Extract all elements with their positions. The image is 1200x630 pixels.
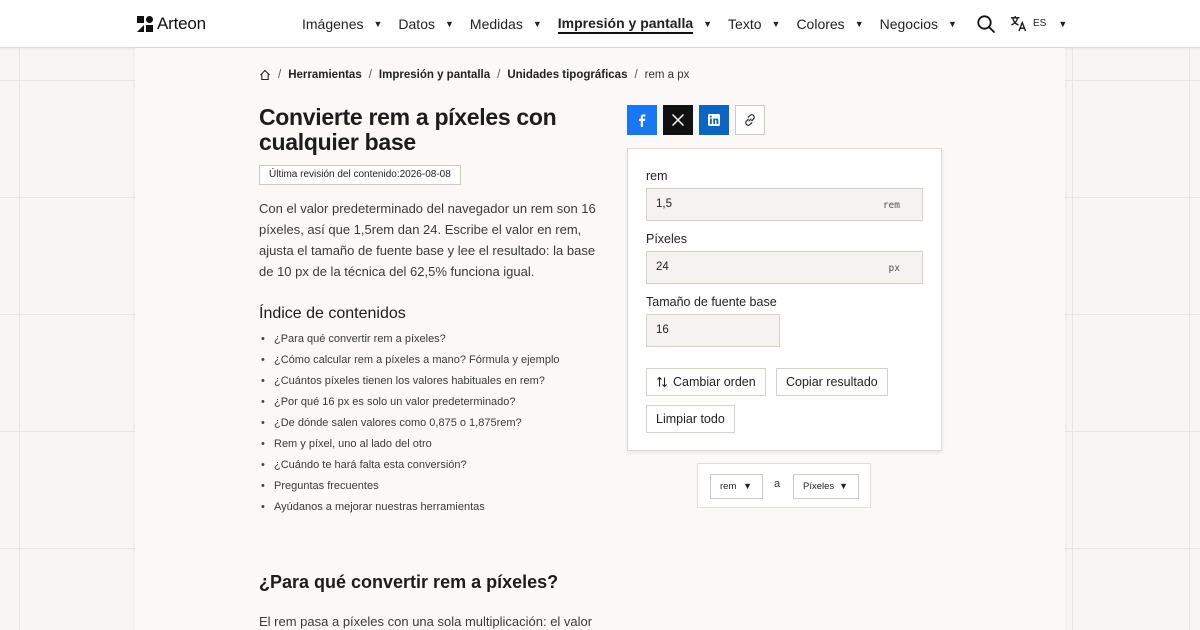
toc-item[interactable]: • ¿Cómo calcular rem a píxeles a mano? Fórmula y ejemplo (259, 350, 619, 371)
px-input[interactable] (646, 251, 923, 284)
copy-result-button[interactable] (776, 368, 888, 396)
section-heading: ¿Para qué convertir rem a píxeles? (259, 572, 559, 592)
rem-input-value: 1,5 (656, 198, 672, 210)
caret-down-icon: ▼ (703, 19, 713, 29)
revision-badge: Última revisión del contenido:2026-08-08 (259, 165, 461, 185)
home-icon[interactable] (259, 69, 271, 81)
top-header (0, 0, 1200, 48)
caret-down-icon: ▼ (532, 19, 542, 29)
breadcrumb-separator: / (634, 69, 638, 81)
converter-card (627, 148, 942, 451)
logo[interactable] (137, 14, 206, 34)
nav-item-colores[interactable] (796, 0, 863, 48)
caret-down-icon: ▼ (771, 19, 781, 29)
linkedin-icon (707, 113, 721, 127)
nav-item-imagenes[interactable] (302, 0, 382, 48)
clear-all-label: Limpiar todo (656, 412, 725, 426)
nav-item-medidas[interactable] (470, 0, 542, 48)
language-code: ES (1033, 18, 1047, 29)
table-of-contents (259, 329, 619, 518)
base-font-label: Tamaño de fuente base (646, 295, 777, 309)
toc-title: Índice de contenidos (259, 305, 406, 322)
rem-label: rem (646, 169, 668, 183)
breadcrumb-unidades-tipograficas[interactable]: Unidades tipográficas (507, 69, 628, 81)
page-title: Convierte rem a píxeles con cualquier base (259, 104, 557, 155)
nav-label: Colores (796, 16, 845, 32)
nav-label: Impresión y pantalla (558, 15, 693, 34)
swap-order-label: Cambiar orden (673, 375, 756, 389)
toc-item[interactable]: • ¿Por qué 16 px es solo un valor predeterminado? (259, 392, 619, 413)
language-selector[interactable] (1010, 15, 1067, 32)
breadcrumb-separator: / (278, 69, 282, 81)
x-icon (671, 113, 685, 127)
px-unit: px (888, 263, 900, 274)
from-unit-select[interactable] (710, 474, 763, 499)
unit-connector: a (774, 478, 781, 490)
toc-item[interactable]: • ¿Cuántos píxeles tienen los valores habituales en rem? (259, 371, 619, 392)
toc-item[interactable]: • Rem y píxel, uno al lado del otro (259, 434, 619, 455)
caret-down-icon: ▼ (839, 481, 848, 491)
rem-input[interactable] (646, 188, 923, 221)
breadcrumb (259, 69, 689, 81)
breadcrumb-separator: / (497, 69, 501, 81)
toc-item[interactable]: • ¿Cuándo te hará falta esta conversión? (259, 455, 619, 476)
unit-selector (697, 463, 871, 508)
nav-label: Medidas (469, 16, 523, 32)
swap-icon (656, 376, 668, 388)
base-font-input[interactable] (646, 314, 780, 347)
nav-item-datos[interactable] (398, 0, 454, 48)
section-paragraph: El rem pasa a píxeles con una sola multiplicación: el valor (259, 614, 593, 629)
share-facebook-button[interactable] (627, 105, 657, 135)
nav-item-negocios[interactable] (880, 0, 957, 48)
base-font-value: 16 (656, 324, 669, 336)
breadcrumb-impresion-pantalla[interactable]: Impresión y pantalla (378, 69, 491, 81)
px-label: Píxeles (646, 232, 687, 246)
facebook-icon (635, 113, 649, 127)
copy-link-button[interactable] (735, 105, 765, 135)
translate-icon (1010, 15, 1027, 32)
share-linkedin-button[interactable] (699, 105, 729, 135)
nav-label: Negocios (879, 16, 938, 32)
arteon-logo-icon (137, 16, 153, 32)
rem-unit: rem (882, 200, 900, 211)
caret-down-icon: ▼ (947, 19, 957, 29)
toc-item[interactable]: • ¿Para qué convertir rem a píxeles? (259, 329, 619, 350)
nav-item-impresion-pantalla[interactable] (558, 0, 712, 48)
breadcrumb-current: rem a px (644, 69, 690, 81)
nav-label: Texto (728, 16, 762, 32)
caret-down-icon: ▼ (444, 19, 454, 29)
link-icon (743, 113, 757, 127)
main-content (135, 48, 1065, 630)
intro-paragraph: Con el valor predeterminado del navegador un rem son 16 píxeles, así que 1,5rem dan 24. Escribe el valor en rem, ajusta el tamaño de fuente base y lee el resultado: la base de 10 px de la técnica del 62,5% funciona igual. (259, 201, 596, 279)
swap-order-button[interactable] (646, 368, 766, 396)
toc-item[interactable]: • ¿De dónde salen valores como 0,875 o 1,875rem? (259, 413, 619, 434)
search-icon[interactable] (976, 14, 996, 34)
to-unit-value: Píxeles (803, 481, 835, 492)
share-x-button[interactable] (663, 105, 693, 135)
logo-text: Arteon (157, 14, 206, 33)
copy-result-label: Copiar resultado (786, 375, 878, 389)
px-input-value: 24 (656, 261, 669, 273)
caret-down-icon: ▼ (1058, 18, 1068, 29)
share-buttons (627, 105, 765, 135)
toc-item[interactable]: • Preguntas frecuentes (259, 476, 619, 497)
caret-down-icon: ▼ (373, 19, 383, 29)
clear-all-button[interactable] (646, 405, 735, 433)
from-unit-value: rem (720, 481, 737, 492)
breadcrumb-separator: / (368, 69, 372, 81)
toc-item[interactable]: • Ayúdanos a mejorar nuestras herramientas (259, 497, 619, 518)
to-unit-select[interactable] (793, 474, 859, 499)
nav-label: Datos (398, 16, 435, 32)
caret-down-icon: ▼ (854, 19, 864, 29)
nav-label: Imágenes (302, 16, 364, 32)
nav-item-texto[interactable] (728, 0, 780, 48)
breadcrumb-herramientas[interactable]: Herramientas (288, 69, 362, 81)
caret-down-icon: ▼ (743, 481, 752, 491)
main-nav (302, 0, 973, 48)
